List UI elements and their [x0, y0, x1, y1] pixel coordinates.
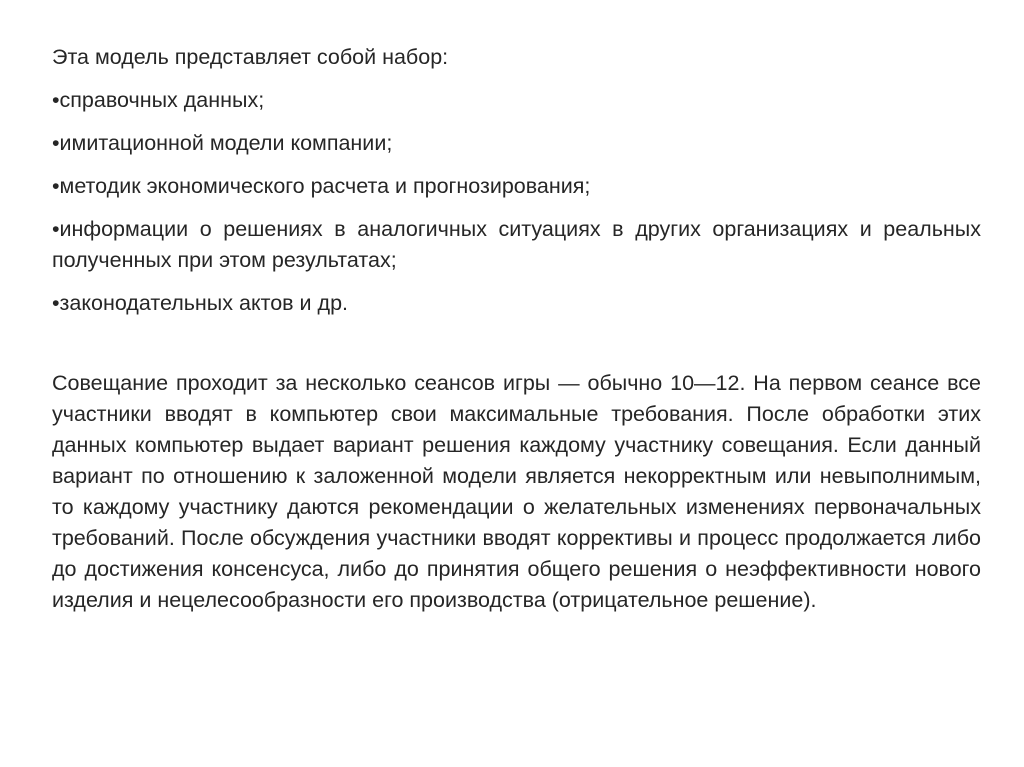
slide-content — [52, 42, 981, 616]
bullet-text: информации о решениях в аналогичных ситуациях в других организациях и реальных полученных при этом результатах; — [52, 217, 981, 272]
bullet-dot: • — [52, 291, 60, 315]
bullet-text: методик экономического расчета и прогнозирования; — [59, 174, 591, 198]
bullet-dot: • — [52, 131, 60, 155]
bullet-item-methods — [52, 171, 981, 202]
bullet-text: законодательных актов и др. — [59, 291, 349, 315]
bullet-item-legislation — [52, 288, 981, 319]
bullet-item-reference-data — [52, 85, 981, 116]
bullet-text: имитационной модели компании; — [59, 131, 393, 155]
bullet-text: справочных данных; — [59, 88, 265, 112]
meeting-paragraph: Совещание проходит за несколько сеансов игры — обычно 10—12. На первом сеансе все участники вводят в компьютер свои максимальные требования. После обработки этих данных компьютер выдает вариант решения каждому участнику совещания. Если данный вариант по отношению к заложенной модели является некорректным или невыполнимым, то каждому участнику даются рекомендации о желательных изменениях первоначальных требований. После обсуждения участники вводят коррективы и процесс продолжается либо до достижения консенсуса, либо до принятия общего решения о неэффективности нового изделия и нецелесообразности его производства (отрицательное решение). — [52, 371, 981, 612]
bullet-dot: • — [52, 174, 60, 198]
bullet-item-decisions-info — [52, 214, 981, 276]
bullet-dot: • — [52, 88, 60, 112]
intro-text: Эта модель представляет собой набор: — [52, 45, 449, 69]
bullet-dot: • — [52, 217, 60, 241]
bullet-item-simulation-model — [52, 128, 981, 159]
bullet-list — [52, 85, 981, 319]
